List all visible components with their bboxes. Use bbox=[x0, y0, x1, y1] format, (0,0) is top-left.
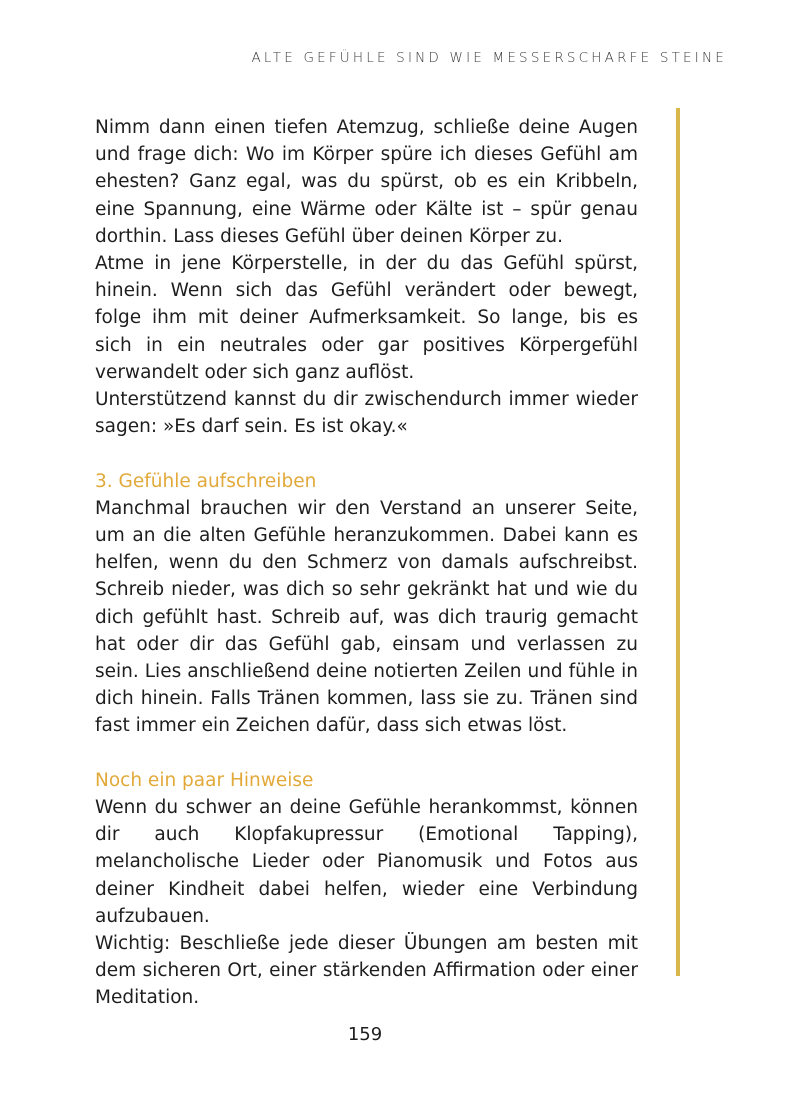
running-title: ALTE GEFÜHLE SIND WIE MESSERSCHARFE STEINE bbox=[251, 50, 727, 66]
page-body bbox=[95, 114, 638, 1012]
intro-paragraph-2: Atme in jene Körperstelle, in der du das Gefühl spürst, hinein. Wenn sich das Gefühl verändert oder bewegt, folge ihm mit deiner Aufmerksamkeit. So lange, bis es sich in ein neutrales oder gar positives Körpergefühl verwandelt oder sich ganz auflöst. bbox=[95, 253, 638, 383]
intro-paragraph-1: Nimm dann einen tiefen Atemzug, schließe deine Augen und frage dich: Wo im Körper spüre ich dieses Gefühl am ehesten? Ganz egal, was du spürst, ob es ein Kribbeln, eine Spannung, eine Wärme oder Kälte ist – spür genau dorthin. Lass dieses Gefühl über deinen Körper zu. bbox=[95, 117, 638, 247]
accent-vertical-rule bbox=[676, 108, 680, 976]
section-heading-hinweise: Noch ein paar Hinweise bbox=[95, 769, 314, 791]
hints-paragraph-2: Wichtig: Beschließe jede dieser Übungen am besten mit dem sicheren Ort, einer stärkenden Affirmation oder einer Meditation. bbox=[95, 933, 638, 1009]
section-paragraph-gefuehle-aufschreiben: Manchmal brauchen wir den Verstand an unserer Seite, um an die alten Gefühle heranzukommen. Dabei kann es helfen, wenn du den Schmerz von damals aufschreibst. Schreib nieder, was dich so sehr gekränkt hat und wie du dich gefühlt hast. Schreib auf, was dich traurig gemacht hat oder dir das Gefühl gab, einsam und verlassen zu sein. Lies anschließend deine notierten Zeilen und fühle in dich hinein. Falls Tränen kommen, lass sie zu. Tränen sind fast immer ein Zeichen dafür, dass sich etwas löst. bbox=[95, 497, 638, 737]
hints-paragraph-1: Wenn du schwer an deine Gefühle herankommst, können dir auch Klopfakupressur (Emotional Tapping), melancholische Lieder oder Pianomusik und Fotos aus deiner Kindheit dabei helfen, wieder eine Verbindung aufzubauen. bbox=[95, 797, 638, 927]
section-heading-gefuehle-aufschreiben: 3. Gefühle aufschreiben bbox=[95, 470, 317, 492]
page-number: 159 bbox=[347, 1024, 383, 1045]
intro-paragraph-3: Unterstützend kannst du dir zwischendurch immer wieder sagen: »Es darf sein. Es ist okay.« bbox=[95, 389, 638, 438]
